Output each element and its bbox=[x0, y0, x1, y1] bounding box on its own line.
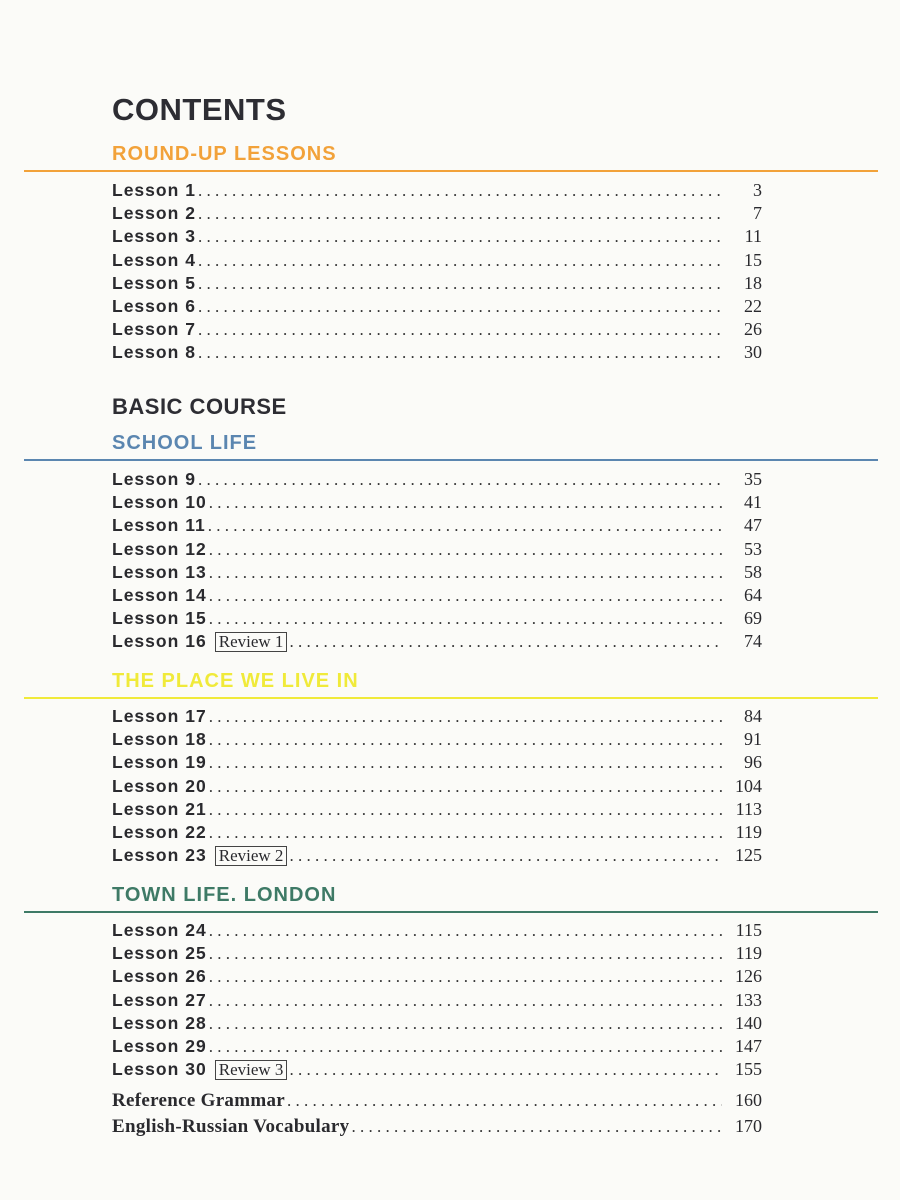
dot-leader bbox=[209, 753, 722, 773]
lesson-label bbox=[112, 296, 196, 317]
toc-entry bbox=[112, 515, 762, 538]
lesson-label bbox=[112, 319, 196, 340]
lesson-word: Lesson bbox=[112, 943, 180, 964]
lesson-word: Lesson bbox=[112, 821, 180, 842]
dot-leader bbox=[209, 967, 722, 987]
lesson-label bbox=[112, 752, 207, 773]
appendix-label: Reference Grammar bbox=[112, 1090, 286, 1111]
lesson-word: Lesson bbox=[112, 1012, 180, 1033]
lesson-word: Lesson bbox=[112, 203, 180, 224]
lesson-number: 19 bbox=[185, 752, 207, 773]
lesson-number: 10 bbox=[185, 492, 207, 513]
lesson-number: 5 bbox=[185, 272, 197, 293]
toc-entry bbox=[112, 706, 762, 729]
page-number: 96 bbox=[744, 752, 762, 773]
lesson-word: Lesson bbox=[112, 1035, 180, 1056]
lesson-label bbox=[112, 180, 196, 201]
lesson-label bbox=[112, 966, 207, 987]
toc-entry bbox=[112, 1036, 762, 1059]
section-rule-school-life bbox=[24, 459, 878, 461]
lesson-label bbox=[112, 776, 207, 797]
toc-entry bbox=[112, 585, 762, 608]
lesson-number: 6 bbox=[185, 295, 197, 316]
page-number: 58 bbox=[744, 561, 762, 582]
toc-entry bbox=[112, 250, 762, 273]
lesson-label bbox=[112, 920, 207, 941]
review-badge: Review 2 bbox=[215, 846, 288, 866]
toc-entry bbox=[112, 180, 762, 203]
dot-leader bbox=[209, 540, 722, 560]
page-number: 35 bbox=[744, 469, 762, 489]
lesson-number: 2 bbox=[185, 203, 197, 224]
page-number: 125 bbox=[735, 845, 762, 866]
toc-entry bbox=[112, 990, 762, 1013]
page-number: 74 bbox=[744, 631, 762, 652]
dot-leader bbox=[198, 320, 722, 340]
page-number: 104 bbox=[735, 775, 762, 796]
page-number: 119 bbox=[735, 943, 762, 964]
toc-entry bbox=[112, 845, 762, 868]
page-number: 170 bbox=[735, 1116, 762, 1136]
page-number: 140 bbox=[735, 1012, 762, 1033]
lesson-number: 14 bbox=[185, 584, 207, 605]
toc-entry bbox=[112, 608, 762, 631]
lesson-label bbox=[112, 515, 206, 536]
lesson-number: 29 bbox=[185, 1035, 207, 1056]
lesson-label bbox=[112, 562, 207, 583]
dot-leader bbox=[198, 204, 722, 224]
lesson-label bbox=[112, 492, 207, 513]
dot-leader bbox=[198, 274, 722, 294]
lesson-word: Lesson bbox=[112, 492, 180, 513]
page-number: 47 bbox=[744, 515, 762, 536]
section-rule-roundup bbox=[24, 170, 878, 172]
page-number: 147 bbox=[735, 1035, 762, 1056]
section-heading-school-life: SCHOOL LIFE bbox=[112, 432, 258, 454]
dot-leader bbox=[289, 632, 722, 652]
section-heading-roundup: ROUND-UP LESSONS bbox=[112, 143, 337, 165]
toc-entry bbox=[112, 776, 762, 799]
page-number: 53 bbox=[744, 538, 762, 559]
lesson-label bbox=[112, 1059, 207, 1080]
page-number: 30 bbox=[744, 342, 762, 363]
lesson-word: Lesson bbox=[112, 561, 180, 582]
dot-leader bbox=[209, 563, 722, 583]
page-number: 18 bbox=[744, 272, 762, 293]
lesson-label bbox=[112, 1036, 207, 1057]
review-badge: Review 1 bbox=[215, 632, 288, 652]
dot-leader bbox=[209, 921, 722, 941]
lesson-label bbox=[112, 729, 207, 750]
lesson-number: 15 bbox=[185, 608, 207, 629]
dot-leader bbox=[198, 297, 722, 317]
lesson-number: 28 bbox=[185, 1012, 207, 1033]
lesson-label bbox=[112, 203, 196, 224]
lesson-number: 20 bbox=[185, 775, 207, 796]
dot-leader bbox=[209, 777, 722, 797]
page-number: 26 bbox=[744, 319, 762, 340]
toc-entry bbox=[112, 1059, 762, 1082]
toc-entry bbox=[112, 492, 762, 515]
dot-leader bbox=[209, 707, 722, 727]
page-number: 11 bbox=[744, 226, 762, 247]
section-rule-town bbox=[24, 911, 878, 913]
toc-entry bbox=[112, 562, 762, 585]
lesson-word: Lesson bbox=[112, 319, 180, 340]
lesson-number: 8 bbox=[185, 342, 197, 363]
section-heading-place: THE PLACE WE LIVE IN bbox=[112, 670, 359, 692]
lesson-word: Lesson bbox=[112, 1059, 180, 1080]
lesson-word: Lesson bbox=[112, 775, 180, 796]
lesson-label bbox=[112, 990, 207, 1011]
lesson-label bbox=[112, 706, 207, 727]
lesson-word: Lesson bbox=[112, 608, 180, 629]
toc-roundup bbox=[112, 180, 762, 366]
lesson-word: Lesson bbox=[112, 515, 180, 536]
lesson-word: Lesson bbox=[112, 798, 180, 819]
lesson-number: 30 bbox=[185, 1059, 207, 1080]
lesson-label bbox=[112, 469, 196, 490]
lesson-number: 18 bbox=[185, 729, 207, 750]
lesson-label bbox=[112, 226, 196, 247]
lesson-label bbox=[112, 845, 207, 866]
page-number: 119 bbox=[735, 821, 762, 842]
toc-entry bbox=[112, 319, 762, 342]
page-number: 160 bbox=[735, 1090, 762, 1110]
toc-entry bbox=[112, 469, 762, 492]
toc-town bbox=[112, 920, 762, 1082]
page-number: 69 bbox=[744, 608, 762, 629]
page-number: 7 bbox=[753, 203, 762, 224]
dot-leader bbox=[287, 1091, 722, 1111]
dot-leader bbox=[209, 1037, 722, 1057]
lesson-number: 3 bbox=[185, 226, 197, 247]
dot-leader bbox=[198, 181, 722, 201]
dot-leader bbox=[208, 516, 722, 536]
page-number: 155 bbox=[735, 1059, 762, 1080]
dot-leader bbox=[289, 1060, 722, 1080]
lesson-label bbox=[112, 273, 196, 294]
page-title: CONTENTS bbox=[112, 92, 287, 127]
dot-leader bbox=[209, 823, 722, 843]
lesson-label bbox=[112, 631, 207, 652]
page-number: 115 bbox=[735, 920, 762, 940]
dot-leader bbox=[198, 343, 722, 363]
lesson-number: 26 bbox=[185, 966, 207, 987]
lesson-number: 9 bbox=[185, 469, 197, 489]
section-rule-place bbox=[24, 697, 878, 699]
page-number: 126 bbox=[735, 966, 762, 987]
lesson-word: Lesson bbox=[112, 469, 180, 489]
toc-school-life bbox=[112, 469, 762, 655]
toc-entry bbox=[112, 631, 762, 654]
lesson-label bbox=[112, 822, 207, 843]
lesson-number: 11 bbox=[185, 515, 206, 536]
dot-leader bbox=[198, 227, 722, 247]
dot-leader bbox=[289, 846, 722, 866]
page-number: 15 bbox=[744, 249, 762, 270]
lesson-number: 23 bbox=[185, 845, 207, 866]
lesson-number: 24 bbox=[185, 920, 207, 940]
course-heading-basic: BASIC COURSE bbox=[112, 394, 287, 419]
dot-leader bbox=[209, 493, 722, 513]
lesson-word: Lesson bbox=[112, 845, 180, 866]
lesson-word: Lesson bbox=[112, 342, 180, 363]
lesson-number: 27 bbox=[185, 989, 207, 1010]
review-badge: Review 3 bbox=[215, 1060, 288, 1080]
toc-entry bbox=[112, 203, 762, 226]
toc-entry bbox=[112, 226, 762, 249]
lesson-word: Lesson bbox=[112, 706, 180, 726]
lesson-label bbox=[112, 585, 207, 606]
lesson-label bbox=[112, 943, 207, 964]
dot-leader bbox=[198, 251, 722, 271]
page-number: 41 bbox=[744, 492, 762, 513]
toc-entry bbox=[112, 273, 762, 296]
lesson-number: 17 bbox=[185, 706, 207, 726]
dot-leader bbox=[209, 944, 722, 964]
lesson-word: Lesson bbox=[112, 966, 180, 987]
dot-leader bbox=[209, 991, 722, 1011]
lesson-number: 12 bbox=[185, 538, 207, 559]
lesson-word: Lesson bbox=[112, 752, 180, 773]
toc-entry bbox=[112, 1090, 762, 1116]
toc-entry bbox=[112, 752, 762, 775]
lesson-number: 16 bbox=[185, 631, 207, 652]
lesson-number: 7 bbox=[185, 319, 197, 340]
toc-entry bbox=[112, 729, 762, 752]
lesson-label bbox=[112, 799, 207, 820]
dot-leader bbox=[209, 609, 722, 629]
lesson-word: Lesson bbox=[112, 226, 180, 247]
toc-entry bbox=[112, 943, 762, 966]
lesson-word: Lesson bbox=[112, 920, 180, 940]
toc-entry bbox=[112, 822, 762, 845]
lesson-word: Lesson bbox=[112, 272, 180, 293]
toc-entry bbox=[112, 1013, 762, 1036]
dot-leader bbox=[209, 1014, 722, 1034]
lesson-word: Lesson bbox=[112, 538, 180, 559]
page-number: 91 bbox=[744, 729, 762, 750]
page-number: 64 bbox=[744, 584, 762, 605]
lesson-word: Lesson bbox=[112, 180, 180, 200]
lesson-number: 21 bbox=[185, 798, 207, 819]
lesson-word: Lesson bbox=[112, 989, 180, 1010]
lesson-label bbox=[112, 250, 196, 271]
appendix-label: English-Russian Vocabulary bbox=[112, 1116, 350, 1137]
dot-leader bbox=[198, 470, 722, 490]
lesson-number: 22 bbox=[185, 821, 207, 842]
toc-entry bbox=[112, 1116, 762, 1142]
toc-place bbox=[112, 706, 762, 868]
page-number: 113 bbox=[735, 798, 762, 819]
toc-entry bbox=[112, 342, 762, 365]
lesson-word: Lesson bbox=[112, 295, 180, 316]
lesson-word: Lesson bbox=[112, 729, 180, 750]
lesson-label bbox=[112, 539, 207, 560]
lesson-label bbox=[112, 342, 196, 363]
dot-leader bbox=[351, 1117, 722, 1137]
lesson-word: Lesson bbox=[112, 584, 180, 605]
toc-entry bbox=[112, 966, 762, 989]
lesson-number: 13 bbox=[185, 561, 207, 582]
lesson-word: Lesson bbox=[112, 249, 180, 270]
toc-entry bbox=[112, 799, 762, 822]
toc-appendix bbox=[112, 1090, 762, 1142]
lesson-word: Lesson bbox=[112, 631, 180, 652]
lesson-label bbox=[112, 1013, 207, 1034]
toc-entry bbox=[112, 296, 762, 319]
lesson-number: 4 bbox=[185, 249, 197, 270]
lesson-number: 1 bbox=[185, 180, 197, 200]
section-heading-town: TOWN LIFE. LONDON bbox=[112, 884, 337, 906]
page-number: 84 bbox=[744, 706, 762, 726]
page-number: 133 bbox=[735, 989, 762, 1010]
dot-leader bbox=[209, 586, 722, 606]
dot-leader bbox=[209, 730, 722, 750]
page-number: 3 bbox=[753, 180, 762, 200]
lesson-label bbox=[112, 608, 207, 629]
toc-entry bbox=[112, 920, 762, 943]
lesson-number: 25 bbox=[185, 943, 207, 964]
toc-entry bbox=[112, 539, 762, 562]
page-number: 22 bbox=[744, 295, 762, 316]
dot-leader bbox=[209, 800, 722, 820]
